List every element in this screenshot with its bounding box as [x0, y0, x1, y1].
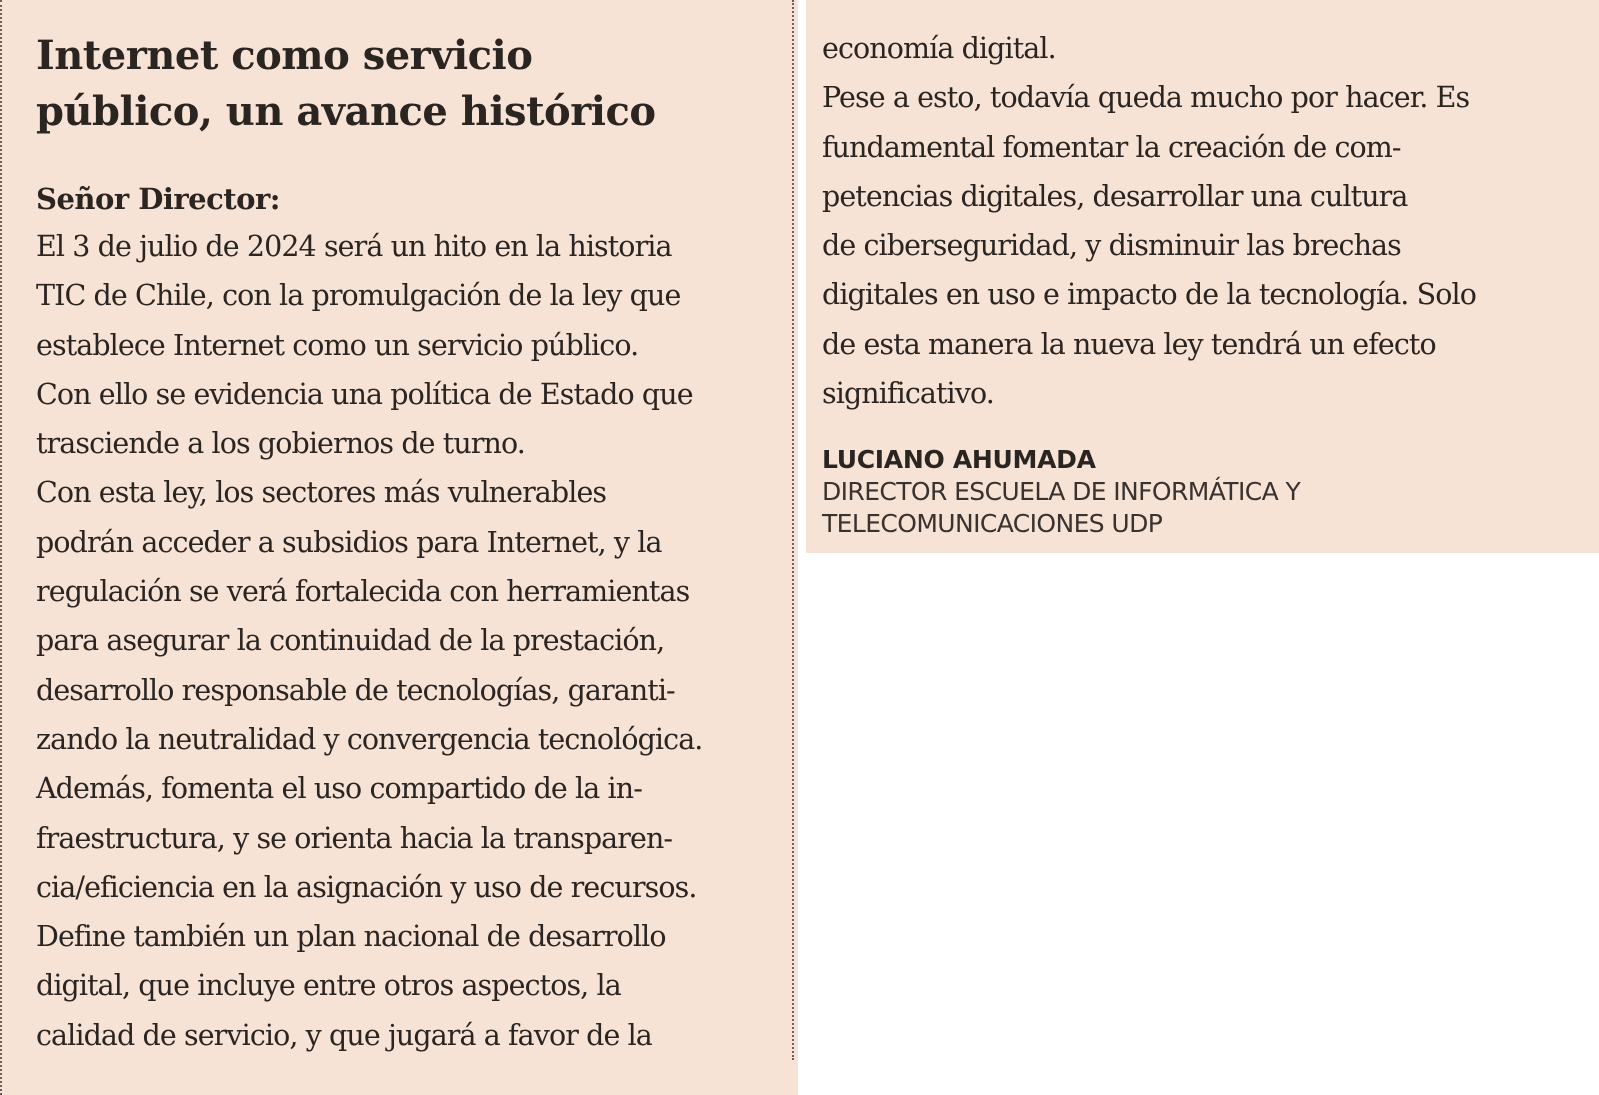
body-line: regulación se verá fortalecida con herramientas: [36, 575, 690, 609]
body-line: Pese a esto, todavía queda mucho por hacer. Es: [822, 81, 1470, 115]
body-line: fundamental fomentar la creación de com-: [822, 130, 1401, 164]
left-column: [0, 0, 798, 1095]
author-title: [822, 476, 1300, 540]
author-name: LUCIANO AHUMADA: [822, 445, 1096, 474]
column-divider: [792, 0, 794, 1060]
body-line: Con esta ley, los sectores más vulnerables: [36, 476, 607, 510]
body-line: de esta manera la nueva ley tendrá un efecto: [822, 327, 1436, 361]
salutation: Señor Director:: [36, 182, 280, 216]
body-line: establece Internet como un servicio público.: [36, 328, 639, 362]
body-line: fraestructura, y se orienta hacia la transparen-: [36, 821, 673, 855]
body-line: zando la neutralidad y convergencia tecnológica.: [36, 722, 703, 756]
body-line: de ciberseguridad, y disminuir las brechas: [822, 229, 1401, 263]
headline-line: Internet como servicio: [36, 32, 533, 79]
headline: [36, 28, 776, 140]
body-line: para asegurar la continuidad de la prestación,: [36, 624, 665, 658]
body-line: TIC de Chile, con la promulgación de la ley que: [36, 279, 681, 313]
body-text-left: [36, 222, 786, 1060]
body-line: trasciende a los gobiernos de turno.: [36, 427, 525, 461]
body-line: El 3 de julio de 2024 será un hito en la historia: [36, 230, 672, 263]
body-line: Define también un plan nacional de desarrollo: [36, 920, 666, 954]
body-line: calidad de servicio, y que jugará a favor de la: [36, 1018, 652, 1052]
body-line: podrán acceder a subsidios para Internet, y la: [36, 525, 662, 559]
author-title-line: DIRECTOR ESCUELA DE INFORMÁTICA Y: [822, 477, 1301, 506]
body-line: Con ello se evidencia una política de Estado que: [36, 377, 693, 411]
body-line: significativo.: [822, 377, 994, 411]
headline-line: público, un avance histórico: [36, 88, 656, 135]
body-line: digital, que incluye entre otros aspectos, la: [36, 969, 621, 1003]
body-line: economía digital.: [822, 32, 1056, 65]
body-line: petencias digitales, desarrollar una cultura: [822, 179, 1408, 213]
body-line: digitales en uso e impacto de la tecnología. Solo: [822, 278, 1476, 312]
right-column: [806, 0, 1599, 553]
body-line: desarrollo responsable de tecnologías, garanti-: [36, 673, 675, 707]
author-title-line: TELECOMUNICACIONES UDP: [822, 509, 1163, 538]
body-text-right: [806, 24, 1592, 418]
body-line: cia/eficiencia en la asignación y uso de recursos.: [36, 870, 697, 904]
body-line: Además, fomenta el uso compartido de la in-: [36, 772, 642, 806]
